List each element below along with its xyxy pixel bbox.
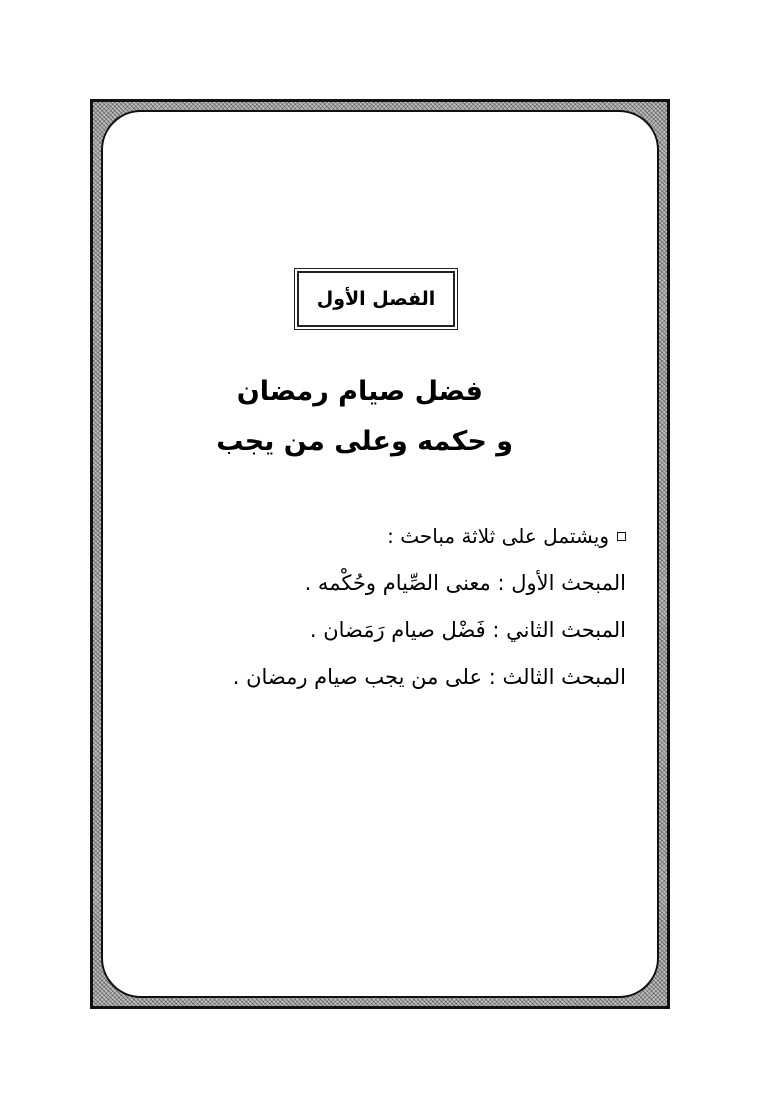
contents-intro	[387, 524, 626, 548]
section-item-2: المبحث الثاني : فَضْل صيام رَمَضان .	[309, 618, 626, 642]
section-item-3: المبحث الثالث : على من يجب صيام رمضان .	[232, 665, 626, 689]
chapter-label-box	[297, 271, 455, 327]
chapter-title-line-1: فضل صيام رمضان	[236, 376, 483, 407]
square-bullet-icon	[617, 532, 626, 541]
chapter-title-line-2: و حكمه وعلى من يجب	[216, 426, 513, 457]
page-frame	[90, 99, 670, 1009]
contents-intro-text: ويشتمل على ثلاثة مباحث :	[387, 524, 609, 548]
section-item-1: المبحث الأول : معنى الصِّيام وحُكْمه .	[304, 571, 626, 595]
content-panel	[101, 110, 659, 998]
chapter-label: الفصل الأول	[316, 288, 436, 310]
